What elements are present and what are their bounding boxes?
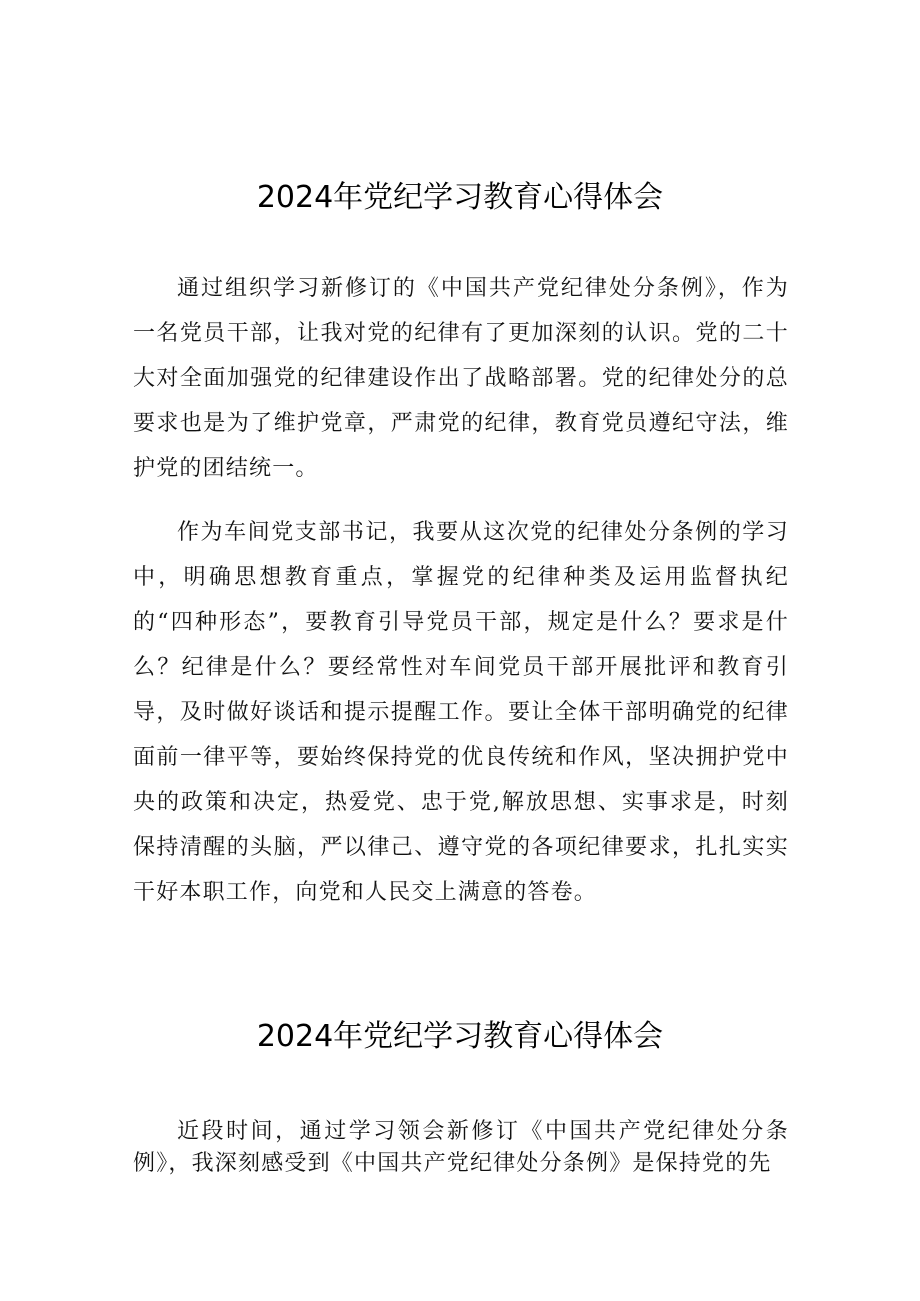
section-title: 2024年党纪学习教育心得体会 [256, 1019, 664, 1054]
section-title: 2024年党纪学习教育心得体会 [256, 180, 664, 215]
body-paragraph: 通过组织学习新修订的《中国共产党纪律处分条例》，作为一名党员干部，让我对党的纪律有了更加深刻的认识。党的二十大对全面加强党的纪律建设作出了战略部署。党的纪律处分的总要求也是为了维护党章，严肃党的纪律，教育党员遵纪守法，维护党的团结统一。 [133, 276, 789, 481]
body-paragraph: 作为车间党支部书记，我要从这次党的纪律处分条例的学习中，明确思想教育重点，掌握党的纪律种类及运用监督执纪的“四种形态”，要教育引导党员干部，规定是什么？要求是什么？纪律是什么？要经常性对车间党员干部开展批评和教育引导，及时做好谈话和提示提醒工作。要让全体干部明确党的纪律面前一律平等，要始终保持党的优良传统和作风，坚决拥护党中央的政策和决定，热爱党、忠于党,解放思想、实事求是，时刻保持清醒的头脑，严以律己、遵守党的各项纪律要求，扎扎实实干好本职工作，向党和人民交上满意的答卷。 [133, 520, 789, 905]
body-paragraph: 近段时间，通过学习领会新修订《中国共产党纪律处分条例》，我深刻感受到《中国共产党纪律处分条例》是保持党的先 [133, 1119, 789, 1176]
